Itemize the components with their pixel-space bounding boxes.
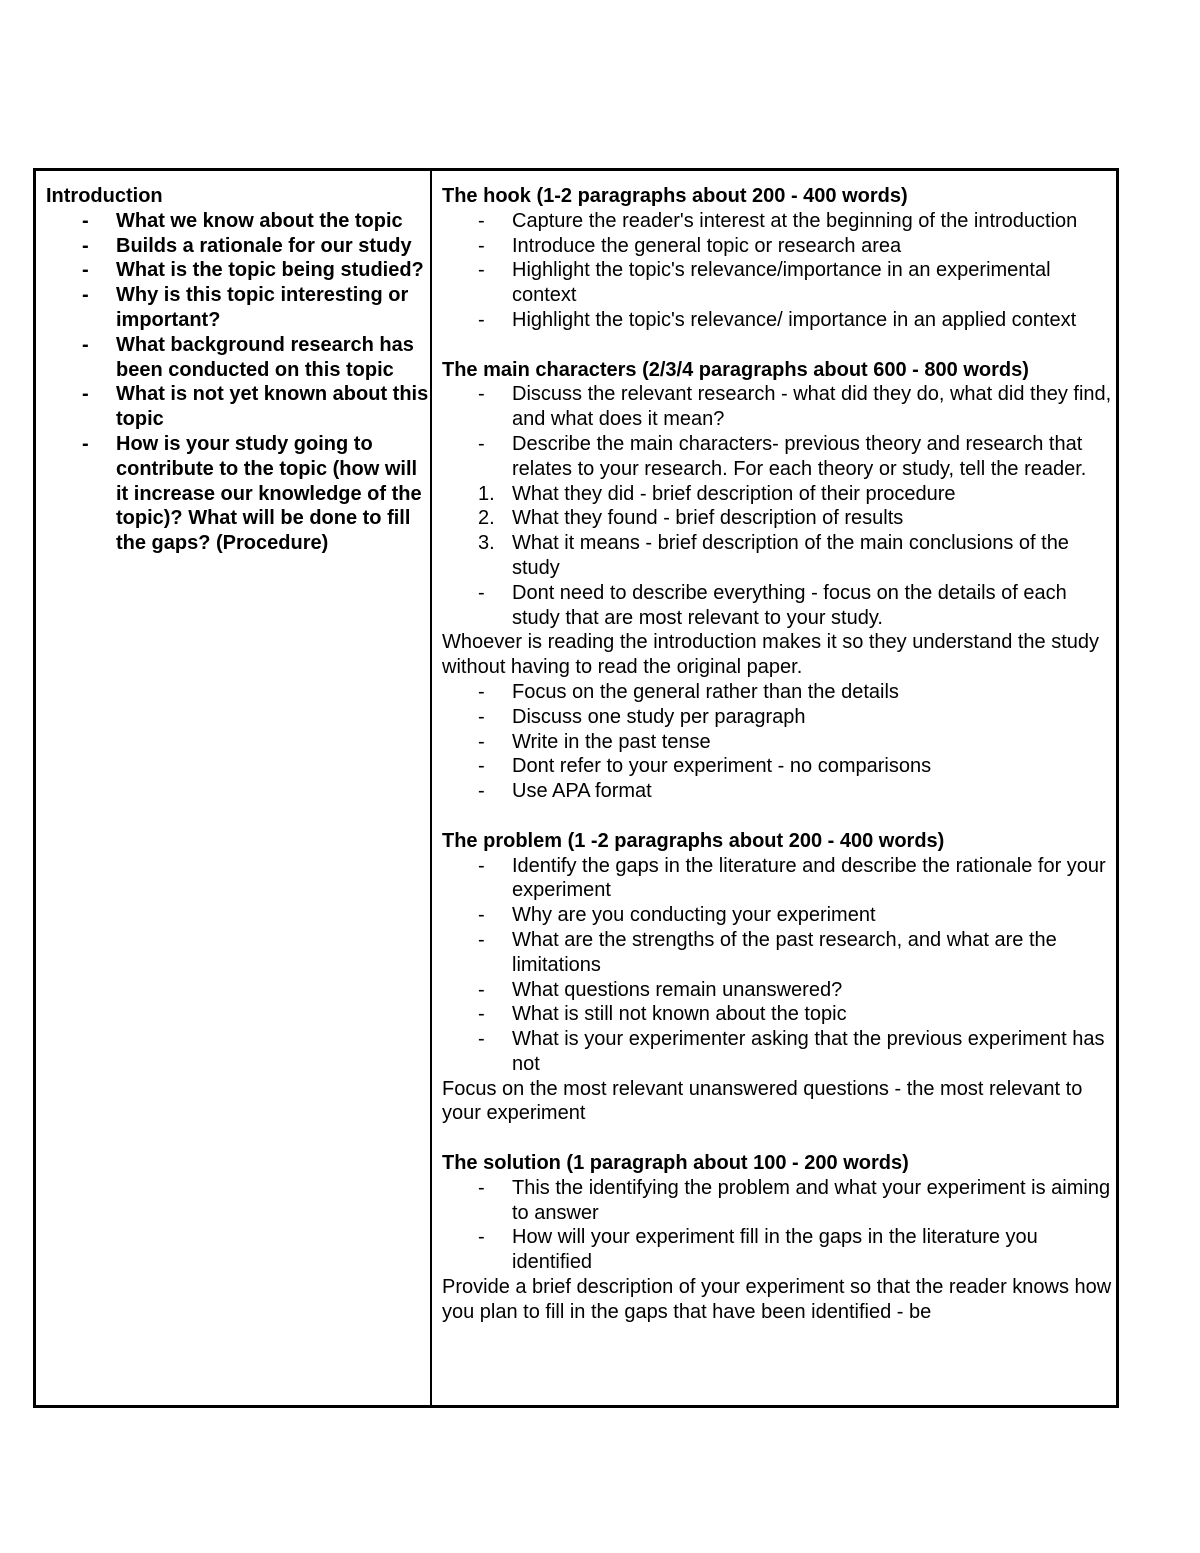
left-list <box>46 209 430 556</box>
list-item: - Why is this topic interesting or important? <box>82 284 409 331</box>
list-item: - Describe the main characters- previous theory and research that relates to your research. For each theory or study, tell the reader. <box>478 432 1087 480</box>
solution-list <box>442 1176 1116 1275</box>
list-item: 3. What it means - brief description of the main conclusions of the study <box>478 532 1069 579</box>
list-item: - Focus on the general rather than the details <box>478 680 899 703</box>
list-item: - What is still not known about the topic <box>478 1003 847 1026</box>
solution-paragraph: Provide a brief description of your experiment so that the reader knows how you plan to fill in the gaps that have been identified - be <box>442 1276 1112 1323</box>
list-item: - Why are you conducting your experiment <box>478 904 876 927</box>
list-item: - Use APA format <box>478 780 652 803</box>
list-item: - Capture the reader's interest at the beginning of the introduction <box>478 209 1078 232</box>
list-item: - Highlight the topic's relevance/ importance in an applied context <box>478 308 1077 331</box>
characters-list-2 <box>442 680 1116 804</box>
outline-table <box>33 168 1119 1408</box>
list-item: - Write in the past tense <box>478 730 711 753</box>
characters-paragraph: Whoever is reading the introduction makes it so they understand the study without having to read the original paper. <box>442 631 1100 679</box>
solution-heading: The solution (1 paragraph about 100 - 200 words) <box>442 1152 909 1175</box>
list-item: - Dont refer to your experiment - no comparisons <box>478 755 932 778</box>
list-item: - What background research has been conducted on this topic <box>82 333 414 381</box>
left-title: Introduction <box>46 185 163 207</box>
left-column <box>36 171 432 1405</box>
list-item: - Discuss the relevant research - what did they do, what did they find, and what does it mean? <box>478 383 1112 431</box>
list-item: - Identify the gaps in the literature and describe the rationale for your experiment <box>478 854 1106 902</box>
list-item: - How will your experiment fill in the gaps in the literature you identified <box>478 1226 1038 1274</box>
problem-paragraph: Focus on the most relevant unanswered questions - the most relevant to your experiment <box>442 1077 1083 1125</box>
list-item: - Dont need to describe everything - focus on the details of each study that are most relevant to your study. <box>478 581 1067 629</box>
spacer <box>442 333 1116 358</box>
hook-heading: The hook (1-2 paragraphs about 200 - 400 words) <box>442 185 908 207</box>
list-item: - Discuss one study per paragraph <box>478 705 806 728</box>
right-column <box>432 171 1116 1405</box>
characters-heading: The main characters (2/3/4 paragraphs about 600 - 800 words) <box>442 358 1029 381</box>
list-item: - What is the topic being studied? <box>82 259 424 282</box>
list-item: - What is not yet known about this topic <box>82 383 429 431</box>
list-item: - This the identifying the problem and what your experiment is aiming to answer <box>478 1176 1111 1224</box>
list-item: - What we know about the topic <box>82 209 403 232</box>
hook-list <box>442 209 1116 333</box>
characters-list <box>442 382 1116 630</box>
problem-list <box>442 854 1116 1077</box>
problem-heading: The problem (1 -2 paragraphs about 200 - 400 words) <box>442 829 945 852</box>
list-item: 1. What they did - brief description of their procedure <box>478 482 956 505</box>
list-item: - Introduce the general topic or research area <box>478 234 902 257</box>
list-item: - What is your experimenter asking that the previous experiment has not <box>478 1028 1105 1075</box>
list-item: - How is your study going to contribute to the topic (how will it increase our knowledge of the topic)? What will be done to fill the gaps? (Procedure) <box>82 432 422 555</box>
list-item: - What are the strengths of the past research, and what are the limitations <box>478 928 1057 976</box>
list-item: 2. What they found - brief description of results <box>478 507 904 530</box>
spacer <box>442 1126 1116 1151</box>
list-item: - Highlight the topic's relevance/importance in an experimental context <box>478 259 1051 307</box>
spacer <box>442 804 1116 829</box>
list-item: - Builds a rationale for our study <box>82 234 412 257</box>
list-item: - What questions remain unanswered? <box>478 978 843 1001</box>
